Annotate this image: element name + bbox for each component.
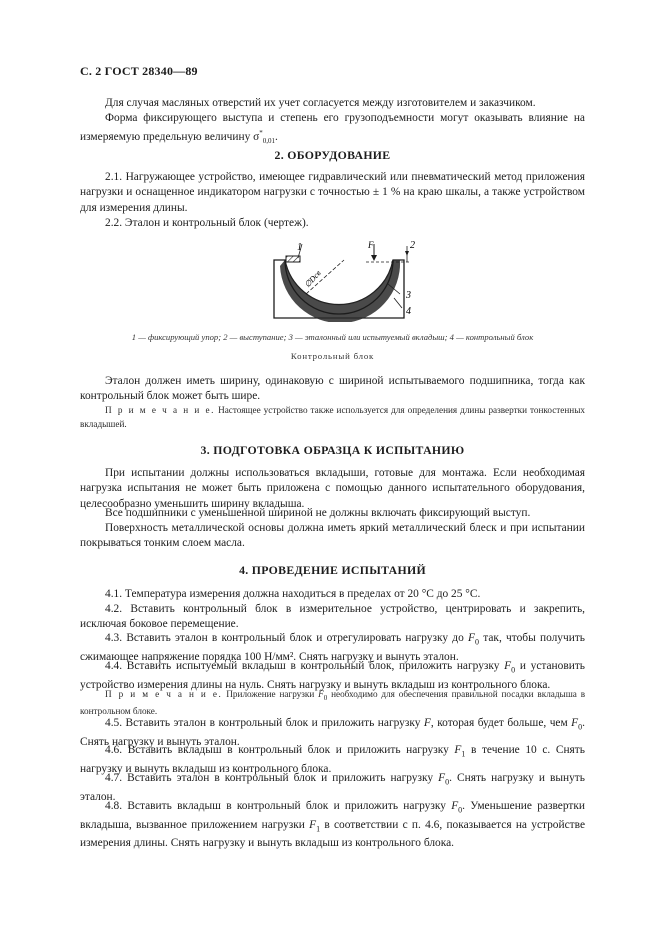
F1-subscript: 1 <box>461 749 466 759</box>
control-block-drawing <box>262 236 422 322</box>
F0-subscript: 0 <box>475 637 479 647</box>
intro-paragraph-2 <box>80 111 585 150</box>
F0-subscript: 0 <box>458 805 463 815</box>
p47-text-a: 4.7. Вставить эталон в контрольный блок и приложить нагрузку <box>105 772 434 784</box>
para-3-3: Поверхность металлической основы должна иметь яркий металлический блеск и при испытании покрываться тонким слоем масла. <box>80 522 585 550</box>
label-3: 3 <box>406 290 411 301</box>
p47-text-b: . Снять нагрузку и вынуть эталон. <box>80 772 585 803</box>
diameter-label: ∅Dсв <box>302 268 323 290</box>
intro-paragraph-1: Для случая масляных отверстий их учет согласуется между изготовителем и заказчиком. <box>105 97 536 109</box>
section-3-title: 3. ПОДГОТОВКА ОБРАЗЦА К ИСПЫТАНИЮ <box>200 443 465 457</box>
note-label: П р и м е ч а н и е. <box>105 405 216 415</box>
para-2-2: 2.2. Эталон и контрольный блок (чертеж). <box>105 217 309 229</box>
p48-text-b: . Уменьшение развертки вкладыша, вызванное приложением нагрузки <box>80 800 585 831</box>
note-2 <box>80 404 585 431</box>
p43-text-a: 4.3. Вставить эталон в контрольный блок и отрегулировать нагрузку до <box>105 632 464 644</box>
liner-shell <box>280 260 400 322</box>
note-text: Настоящее устройство также используется для определения длины развертки тонкостенных вкладышей. <box>80 405 585 429</box>
section-4-title: 4. ПРОВЕДЕНИЕ ИСПЫТАНИЙ <box>239 563 426 577</box>
p43-text-b: так, чтобы получить сжимающее напряжение порядка 100 Н/мм². Снять нагрузку и вынуть эталон. <box>80 632 585 663</box>
note-4 <box>80 688 585 719</box>
F-symbol: F <box>454 744 462 756</box>
p44-text-b: и установить устройство измерения длины на нуль. Снять нагрузку и вынуть вкладыш из контрольного блока. <box>80 660 585 691</box>
p46-text-b: в течение 10 с. Снять нагрузку и вынуть вкладыш из контрольного блока. <box>80 744 585 775</box>
sigma-subscript: 0,01 <box>262 137 276 146</box>
page-header: С. 2 ГОСТ 28340—89 <box>80 64 198 78</box>
section-2-title: 2. ОБОРУДОВАНИЕ <box>274 148 391 162</box>
para-4-2: 4.2. Вставить контрольный блок в измерительное устройство, центрировать и закрепить, исключая боковое перемещение. <box>80 603 585 631</box>
label-2: 2 <box>410 240 415 251</box>
para-2-1: 2.1. Нагружающее устройство, имеющее гидравлический или пневматический метод приложения нагрузки и оснащенное индикатором нагрузки с точностью ± 1 % на краю шкалы, а также устройством для измерения длины. <box>80 171 585 214</box>
protrusion-arrow <box>405 251 409 256</box>
para-4-8 <box>80 799 585 851</box>
para-3-1: При испытании должны использоваться вкладыши, готовые для монтажа. Если необходимая нагрузка испытания не может быть приложена с помощью данного испытательного оборудования, целесообразно уменьшить ширину вкладыша. <box>80 467 585 510</box>
p48-text-a: 4.8. Вставить вкладыш в контрольный блок и приложить нагрузку <box>105 800 446 812</box>
F0-subscript: 0 <box>578 722 583 732</box>
intro-text: Форма фиксирующего выступа и степень его грузоподъемности могут оказывать влияние на измеряемую предельную величину σ <box>80 112 585 144</box>
F-symbol: F <box>451 800 459 812</box>
F-symbol: F <box>468 632 475 644</box>
para-2-3: Эталон должен иметь ширину, одинаковую с шириной испытываемого подшипника, тогда как контрольный блок может быть шире. <box>80 375 585 403</box>
label-4: 4 <box>406 306 411 317</box>
para-3-2: Все подшипники с уменьшенной шириной не должны включать фиксирующий выступ. <box>105 507 531 519</box>
F-symbol: F <box>309 818 317 831</box>
leader-4 <box>394 298 402 308</box>
sigma-superscript: * <box>259 129 263 138</box>
p45-text-c: . Снять нагрузку и вынуть эталон. <box>80 717 585 748</box>
p45-text-a: 4.5. Вставить эталон в контрольный блок и приложить нагрузку <box>105 717 421 729</box>
F-symbol: F <box>438 772 446 784</box>
F0-subscript: 0 <box>323 693 328 702</box>
F-symbol: F <box>571 717 579 729</box>
F-symbol: F <box>423 717 431 729</box>
intro-end: . <box>275 131 278 144</box>
figure-caption: Контрольный блок <box>290 351 375 361</box>
F-symbol: F <box>318 689 324 699</box>
F0-subscript: 0 <box>445 777 450 787</box>
F1-subscript: 1 <box>316 823 321 833</box>
p45-text-b: , которая будет больше, чем <box>430 717 568 729</box>
note-label: П р и м е ч а н и е. <box>105 689 223 699</box>
para-4-1: 4.1. Температура измерения должна находиться в пределах от 20 °С до 25 °С. <box>105 588 481 600</box>
label-F: F <box>368 240 374 250</box>
note-text-b: необходимо для обеспечения правильной посадки вкладыша в контрольном блоке. <box>80 689 586 717</box>
force-arrow-head <box>371 255 377 261</box>
note-text-a: Приложение нагрузки <box>226 689 315 699</box>
label-1: 1 <box>297 242 302 253</box>
F-symbol: F <box>504 660 512 672</box>
p48-text-c: в соответствии с п. 4.6, показывается на устройстве измерения длины. Снять нагрузку и вынуть вкладыш из контрольного блока. <box>80 818 585 850</box>
p44-text-a: 4.4. Вставить испытуемый вкладыш в контрольный блок, приложить нагрузку <box>105 660 500 672</box>
F0-subscript: 0 <box>511 665 516 675</box>
p46-text-a: 4.6. Вставить вкладыш в контрольный блок и приложить нагрузку <box>105 744 449 756</box>
figure-legend: 1 — фиксирующий упор; 2 — выступание; 3 — эталонный или испытуемый вкладыш; 4 — контрольный блок <box>131 332 534 342</box>
